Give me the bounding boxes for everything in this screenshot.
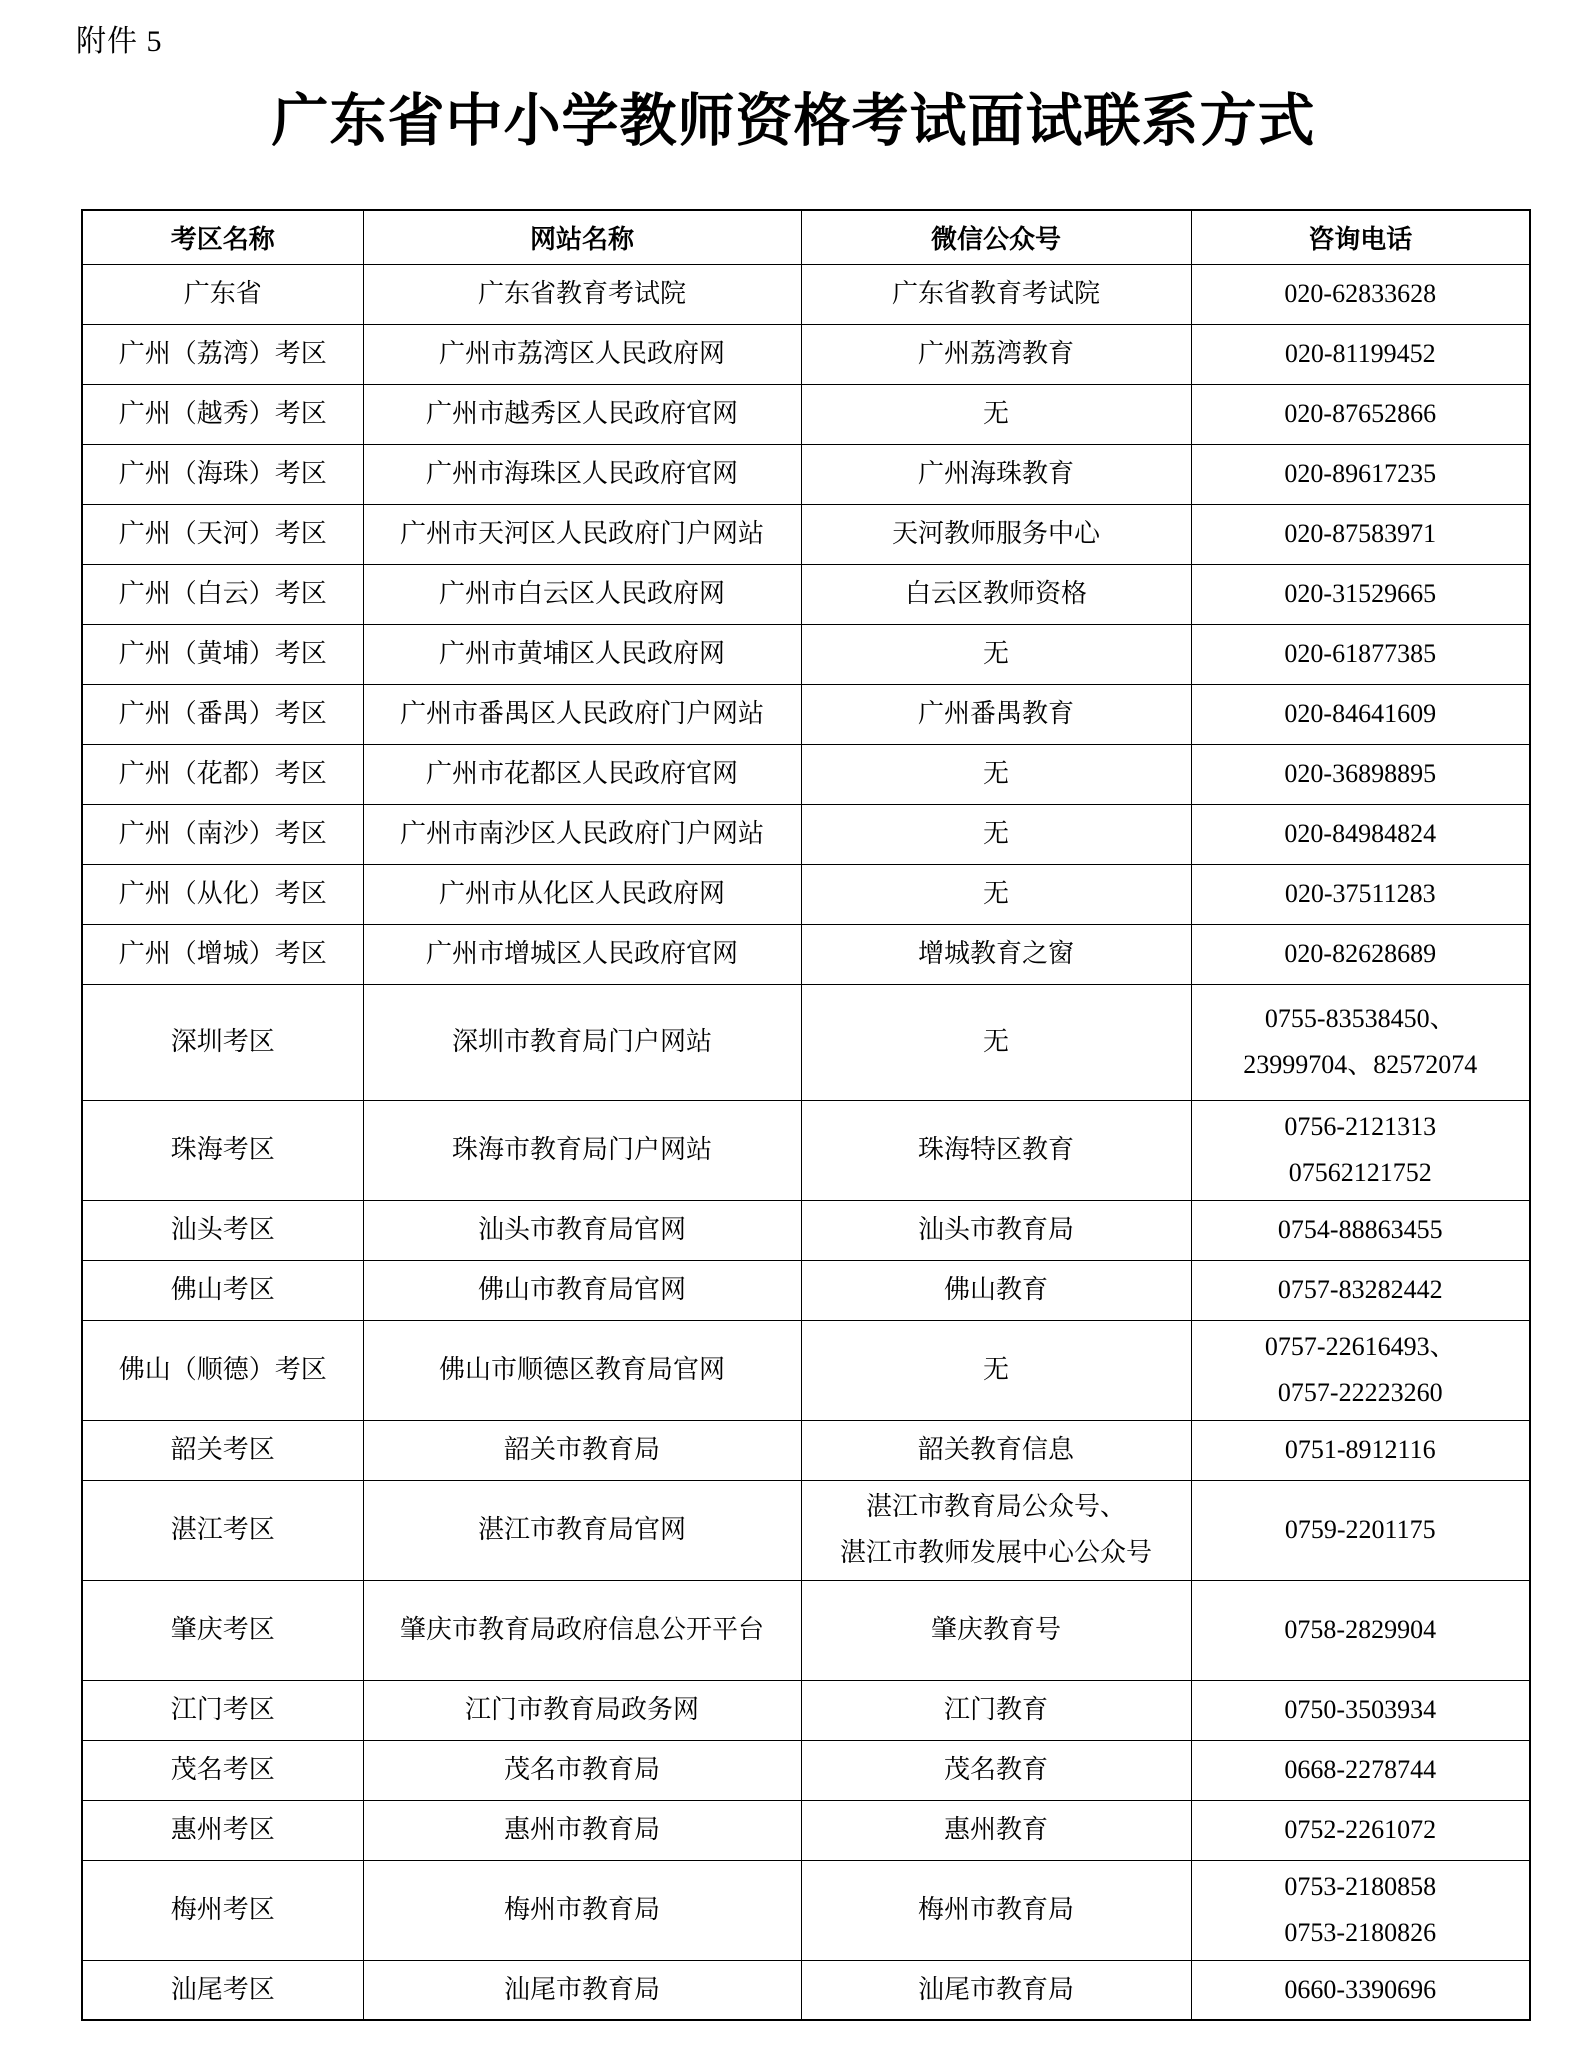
cell-line: 广州市从化区人民政府网 — [438, 879, 725, 909]
phone-cell — [1191, 1580, 1530, 1680]
website-cell — [363, 684, 801, 744]
website-cell — [363, 504, 801, 564]
wechat-cell — [801, 264, 1191, 324]
cell-line: 0756-2121313 — [1284, 1112, 1437, 1142]
website-cell — [363, 1860, 801, 1960]
cell-line: 广州市荔湾区人民政府网 — [438, 339, 725, 369]
district-cell — [82, 684, 363, 744]
cell-line: 广州（番禺）考区 — [118, 699, 327, 729]
wechat-cell — [801, 744, 1191, 804]
district-cell — [82, 1580, 363, 1680]
cell-line: 020-84984824 — [1284, 819, 1437, 849]
wechat-cell — [801, 624, 1191, 684]
cell-line: 珠海市教育局门户网站 — [451, 1135, 712, 1165]
cell-line: 无 — [982, 1355, 1009, 1385]
attachment-label: 附件 5 — [76, 25, 163, 58]
cell-line: 020-81199452 — [1284, 339, 1436, 369]
cell-line: 广州番禺教育 — [917, 699, 1074, 729]
district-cell — [82, 924, 363, 984]
cell-line: 江门教育 — [943, 1695, 1048, 1725]
website-cell — [363, 324, 801, 384]
cell-line: 0758-2829904 — [1284, 1615, 1437, 1645]
cell-line: 020-61877385 — [1284, 639, 1437, 669]
cell-line: 白云区教师资格 — [904, 579, 1087, 609]
phone-cell — [1191, 564, 1530, 624]
cell-line: 0757-22616493、 — [1264, 1332, 1456, 1362]
cell-line: 韶关教育信息 — [917, 1435, 1074, 1465]
wechat-cell — [801, 984, 1191, 1100]
cell-line: 广州市白云区人民政府网 — [438, 579, 725, 609]
cell-line: 佛山市顺德区教育局官网 — [438, 1355, 725, 1385]
cell-line: 肇庆考区 — [170, 1615, 275, 1645]
cell-line: 汕尾市教育局 — [917, 1975, 1074, 2004]
district-cell — [82, 804, 363, 864]
cell-line: 020-62833628 — [1284, 279, 1437, 309]
cell-line: 0759-2201175 — [1284, 1515, 1436, 1545]
cell-line: 江门考区 — [170, 1695, 275, 1725]
cell-line: 广州市天河区人民政府门户网站 — [399, 519, 764, 549]
district-cell — [82, 1260, 363, 1320]
cell-line: 梅州市教育局 — [503, 1895, 660, 1925]
wechat-cell — [801, 1960, 1191, 2020]
cell-line: 广州（从化）考区 — [118, 879, 327, 909]
cell-line: 0754-88863455 — [1277, 1215, 1443, 1245]
cell-line: 广州市花都区人民政府官网 — [425, 759, 738, 789]
table-row — [82, 324, 1530, 384]
phone-cell — [1191, 1960, 1530, 2020]
cell-line: 佛山市教育局官网 — [477, 1275, 686, 1305]
cell-line: 深圳市教育局门户网站 — [451, 1027, 712, 1057]
cell-line: 无 — [982, 819, 1009, 849]
district-cell — [82, 1800, 363, 1860]
website-cell — [363, 564, 801, 624]
wechat-cell — [801, 1200, 1191, 1260]
table-row — [82, 804, 1530, 864]
website-cell — [363, 384, 801, 444]
website-cell — [363, 264, 801, 324]
column-header: 网站名称 — [363, 210, 801, 264]
website-cell — [363, 744, 801, 804]
cell-line: 无 — [982, 399, 1009, 429]
cell-line: 广东省教育考试院 — [477, 279, 686, 309]
cell-line: 梅州考区 — [170, 1895, 275, 1925]
cell-line: 广东省教育考试院 — [891, 279, 1100, 309]
cell-line: 广州（越秀）考区 — [118, 399, 327, 429]
phone-cell — [1191, 744, 1530, 804]
cell-line: 0755-83538450、 — [1264, 1004, 1456, 1034]
website-cell — [363, 1260, 801, 1320]
website-cell — [363, 444, 801, 504]
table-row — [82, 744, 1530, 804]
website-cell — [363, 1740, 801, 1800]
column-header: 考区名称 — [82, 210, 363, 264]
table-head — [82, 210, 1530, 264]
website-cell — [363, 1960, 801, 2020]
cell-line: 惠州教育 — [943, 1815, 1048, 1845]
table-row — [82, 1100, 1530, 1200]
cell-line: 广州（花都）考区 — [118, 759, 327, 789]
table-row — [82, 624, 1530, 684]
table-row — [82, 1860, 1530, 1960]
cell-line: 梅州市教育局 — [917, 1895, 1074, 1925]
wechat-cell — [801, 1740, 1191, 1800]
cell-line: 无 — [982, 639, 1009, 669]
cell-line: 广州（海珠）考区 — [118, 459, 327, 489]
phone-cell — [1191, 804, 1530, 864]
cell-line: 020-84641609 — [1284, 699, 1437, 729]
table-row — [82, 1680, 1530, 1740]
cell-line: 茂名考区 — [170, 1755, 275, 1785]
phone-cell — [1191, 984, 1530, 1100]
page-title: 广东省中小学教师资格考试面试联系方式 — [271, 90, 1316, 153]
contact-table — [81, 209, 1531, 2021]
website-cell — [363, 1200, 801, 1260]
cell-line: 0757-22223260 — [1277, 1378, 1443, 1408]
district-cell — [82, 864, 363, 924]
cell-line: 广州（南沙）考区 — [118, 819, 327, 849]
cell-line: 0750-3503934 — [1284, 1695, 1437, 1725]
cell-line: 广东省 — [183, 279, 262, 309]
cell-line: 广州（增城）考区 — [118, 939, 327, 969]
wechat-cell — [801, 684, 1191, 744]
district-cell — [82, 324, 363, 384]
cell-line: 深圳考区 — [170, 1027, 275, 1057]
district-cell — [82, 564, 363, 624]
cell-line: 江门市教育局政务网 — [464, 1695, 699, 1725]
wechat-cell — [801, 1480, 1191, 1580]
district-cell — [82, 504, 363, 564]
phone-cell — [1191, 1100, 1530, 1200]
table-row — [82, 1200, 1530, 1260]
phone-cell — [1191, 1740, 1530, 1800]
table-row — [82, 384, 1530, 444]
cell-line: 肇庆市教育局政府信息公开平台 — [399, 1615, 764, 1645]
cell-line: 020-31529665 — [1284, 579, 1437, 609]
table-row — [82, 1260, 1530, 1320]
phone-cell — [1191, 324, 1530, 384]
cell-line: 广州（天河）考区 — [118, 519, 327, 549]
table-row — [82, 444, 1530, 504]
website-cell — [363, 1580, 801, 1680]
wechat-cell — [801, 804, 1191, 864]
cell-line: 广州市海珠区人民政府官网 — [425, 459, 738, 489]
phone-cell — [1191, 1860, 1530, 1960]
website-cell — [363, 864, 801, 924]
cell-line: 广州市黄埔区人民政府网 — [438, 639, 725, 669]
website-cell — [363, 804, 801, 864]
cell-line: 广州市越秀区人民政府官网 — [425, 399, 738, 429]
district-cell — [82, 1960, 363, 2020]
column-header: 咨询电话 — [1191, 210, 1530, 264]
table-row — [82, 984, 1530, 1100]
phone-cell — [1191, 504, 1530, 564]
table-row — [82, 1420, 1530, 1480]
table-row — [82, 1740, 1530, 1800]
cell-line: 湛江考区 — [170, 1515, 275, 1545]
wechat-cell — [801, 1260, 1191, 1320]
phone-cell — [1191, 1200, 1530, 1260]
phone-cell — [1191, 924, 1530, 984]
table-row — [82, 924, 1530, 984]
cell-line: 佛山（顺德）考区 — [118, 1355, 327, 1385]
district-cell — [82, 1740, 363, 1800]
cell-line: 汕头市教育局官网 — [477, 1215, 686, 1245]
cell-line: 肇庆教育号 — [930, 1615, 1061, 1645]
cell-line: 0753-2180826 — [1284, 1918, 1437, 1948]
cell-line: 无 — [982, 879, 1009, 909]
website-cell — [363, 1680, 801, 1740]
cell-line: 020-37511283 — [1284, 879, 1436, 909]
cell-line: 0752-2261072 — [1284, 1815, 1437, 1845]
cell-line: 广州市南沙区人民政府门户网站 — [399, 819, 764, 849]
cell-line: 茂名教育 — [943, 1755, 1048, 1785]
cell-line: 07562121752 — [1288, 1158, 1432, 1188]
website-cell — [363, 1320, 801, 1420]
table-row — [82, 504, 1530, 564]
district-cell — [82, 1680, 363, 1740]
phone-cell — [1191, 264, 1530, 324]
wechat-cell — [801, 324, 1191, 384]
wechat-cell — [801, 504, 1191, 564]
cell-line: 湛江市教育局官网 — [477, 1515, 686, 1545]
wechat-cell — [801, 864, 1191, 924]
cell-line: 惠州市教育局 — [503, 1815, 660, 1845]
cell-line: 无 — [982, 759, 1009, 789]
cell-line: 020-87652866 — [1284, 399, 1437, 429]
wechat-cell — [801, 444, 1191, 504]
cell-line: 茂名市教育局 — [503, 1755, 660, 1785]
cell-line: 020-89617235 — [1284, 459, 1437, 489]
website-cell — [363, 924, 801, 984]
website-cell — [363, 624, 801, 684]
cell-line: 020-87583971 — [1284, 519, 1437, 549]
wechat-cell — [801, 1320, 1191, 1420]
district-cell — [82, 384, 363, 444]
district-cell — [82, 444, 363, 504]
district-cell — [82, 1320, 363, 1420]
phone-cell — [1191, 1480, 1530, 1580]
table-row — [82, 1800, 1530, 1860]
wechat-cell — [801, 384, 1191, 444]
phone-cell — [1191, 1800, 1530, 1860]
cell-line: 广州荔湾教育 — [917, 339, 1074, 369]
district-cell — [82, 1420, 363, 1480]
table-row — [82, 564, 1530, 624]
district-cell — [82, 744, 363, 804]
cell-line: 广州（白云）考区 — [118, 579, 327, 609]
phone-cell — [1191, 864, 1530, 924]
district-cell — [82, 1200, 363, 1260]
wechat-cell — [801, 1100, 1191, 1200]
district-cell — [82, 264, 363, 324]
cell-line: 汕头考区 — [170, 1215, 275, 1245]
table-body — [82, 264, 1530, 2020]
column-header: 微信公众号 — [801, 210, 1191, 264]
cell-line: 湛江市教育局公众号、 — [865, 1492, 1126, 1522]
website-cell — [363, 1420, 801, 1480]
district-cell — [82, 624, 363, 684]
cell-line: 无 — [982, 1027, 1009, 1057]
cell-line: 汕尾市教育局 — [503, 1975, 660, 2004]
cell-line: 0753-2180858 — [1284, 1872, 1437, 1902]
phone-cell — [1191, 1260, 1530, 1320]
cell-line: 0660-3390696 — [1284, 1975, 1437, 2004]
district-cell — [82, 984, 363, 1100]
cell-line: 020-82628689 — [1284, 939, 1437, 969]
cell-line: 韶关市教育局 — [503, 1435, 660, 1465]
table-row — [82, 1580, 1530, 1680]
district-cell — [82, 1100, 363, 1200]
phone-cell — [1191, 1320, 1530, 1420]
cell-line: 增城教育之窗 — [917, 939, 1074, 969]
cell-line: 23999704、82572074 — [1243, 1050, 1478, 1080]
cell-line: 佛山考区 — [170, 1275, 275, 1305]
table-row — [82, 1320, 1530, 1420]
table-row — [82, 1960, 1530, 2020]
wechat-cell — [801, 564, 1191, 624]
website-cell — [363, 1800, 801, 1860]
wechat-cell — [801, 924, 1191, 984]
table-header-row — [82, 210, 1530, 264]
phone-cell — [1191, 384, 1530, 444]
wechat-cell — [801, 1420, 1191, 1480]
district-cell — [82, 1480, 363, 1580]
cell-line: 汕头市教育局 — [917, 1215, 1074, 1245]
cell-line: 广州市番禺区人民政府门户网站 — [399, 699, 764, 729]
cell-line: 韶关考区 — [170, 1435, 275, 1465]
cell-line: 广州海珠教育 — [917, 459, 1074, 489]
website-cell — [363, 984, 801, 1100]
table-row — [82, 864, 1530, 924]
cell-line: 0757-83282442 — [1277, 1275, 1443, 1305]
phone-cell — [1191, 1680, 1530, 1740]
phone-cell — [1191, 444, 1530, 504]
cell-line: 广州市增城区人民政府官网 — [425, 939, 738, 969]
phone-cell — [1191, 624, 1530, 684]
cell-line: 湛江市教师发展中心公众号 — [839, 1538, 1152, 1568]
table-row — [82, 1480, 1530, 1580]
website-cell — [363, 1480, 801, 1580]
cell-line: 珠海考区 — [170, 1135, 275, 1165]
cell-line: 汕尾考区 — [170, 1975, 275, 2004]
phone-cell — [1191, 1420, 1530, 1480]
cell-line: 珠海特区教育 — [917, 1135, 1074, 1165]
table-row — [82, 264, 1530, 324]
cell-line: 佛山教育 — [943, 1275, 1048, 1305]
cell-line: 广州（黄埔）考区 — [118, 639, 327, 669]
wechat-cell — [801, 1860, 1191, 1960]
phone-cell — [1191, 684, 1530, 744]
cell-line: 020-36898895 — [1284, 759, 1437, 789]
table-row — [82, 684, 1530, 744]
wechat-cell — [801, 1800, 1191, 1860]
wechat-cell — [801, 1680, 1191, 1740]
cell-line: 惠州考区 — [170, 1815, 275, 1845]
district-cell — [82, 1860, 363, 1960]
cell-line: 天河教师服务中心 — [891, 519, 1100, 549]
cell-line: 0751-8912116 — [1284, 1435, 1436, 1465]
cell-line: 0668-2278744 — [1284, 1755, 1437, 1785]
cell-line: 广州（荔湾）考区 — [118, 339, 327, 369]
website-cell — [363, 1100, 801, 1200]
wechat-cell — [801, 1580, 1191, 1680]
